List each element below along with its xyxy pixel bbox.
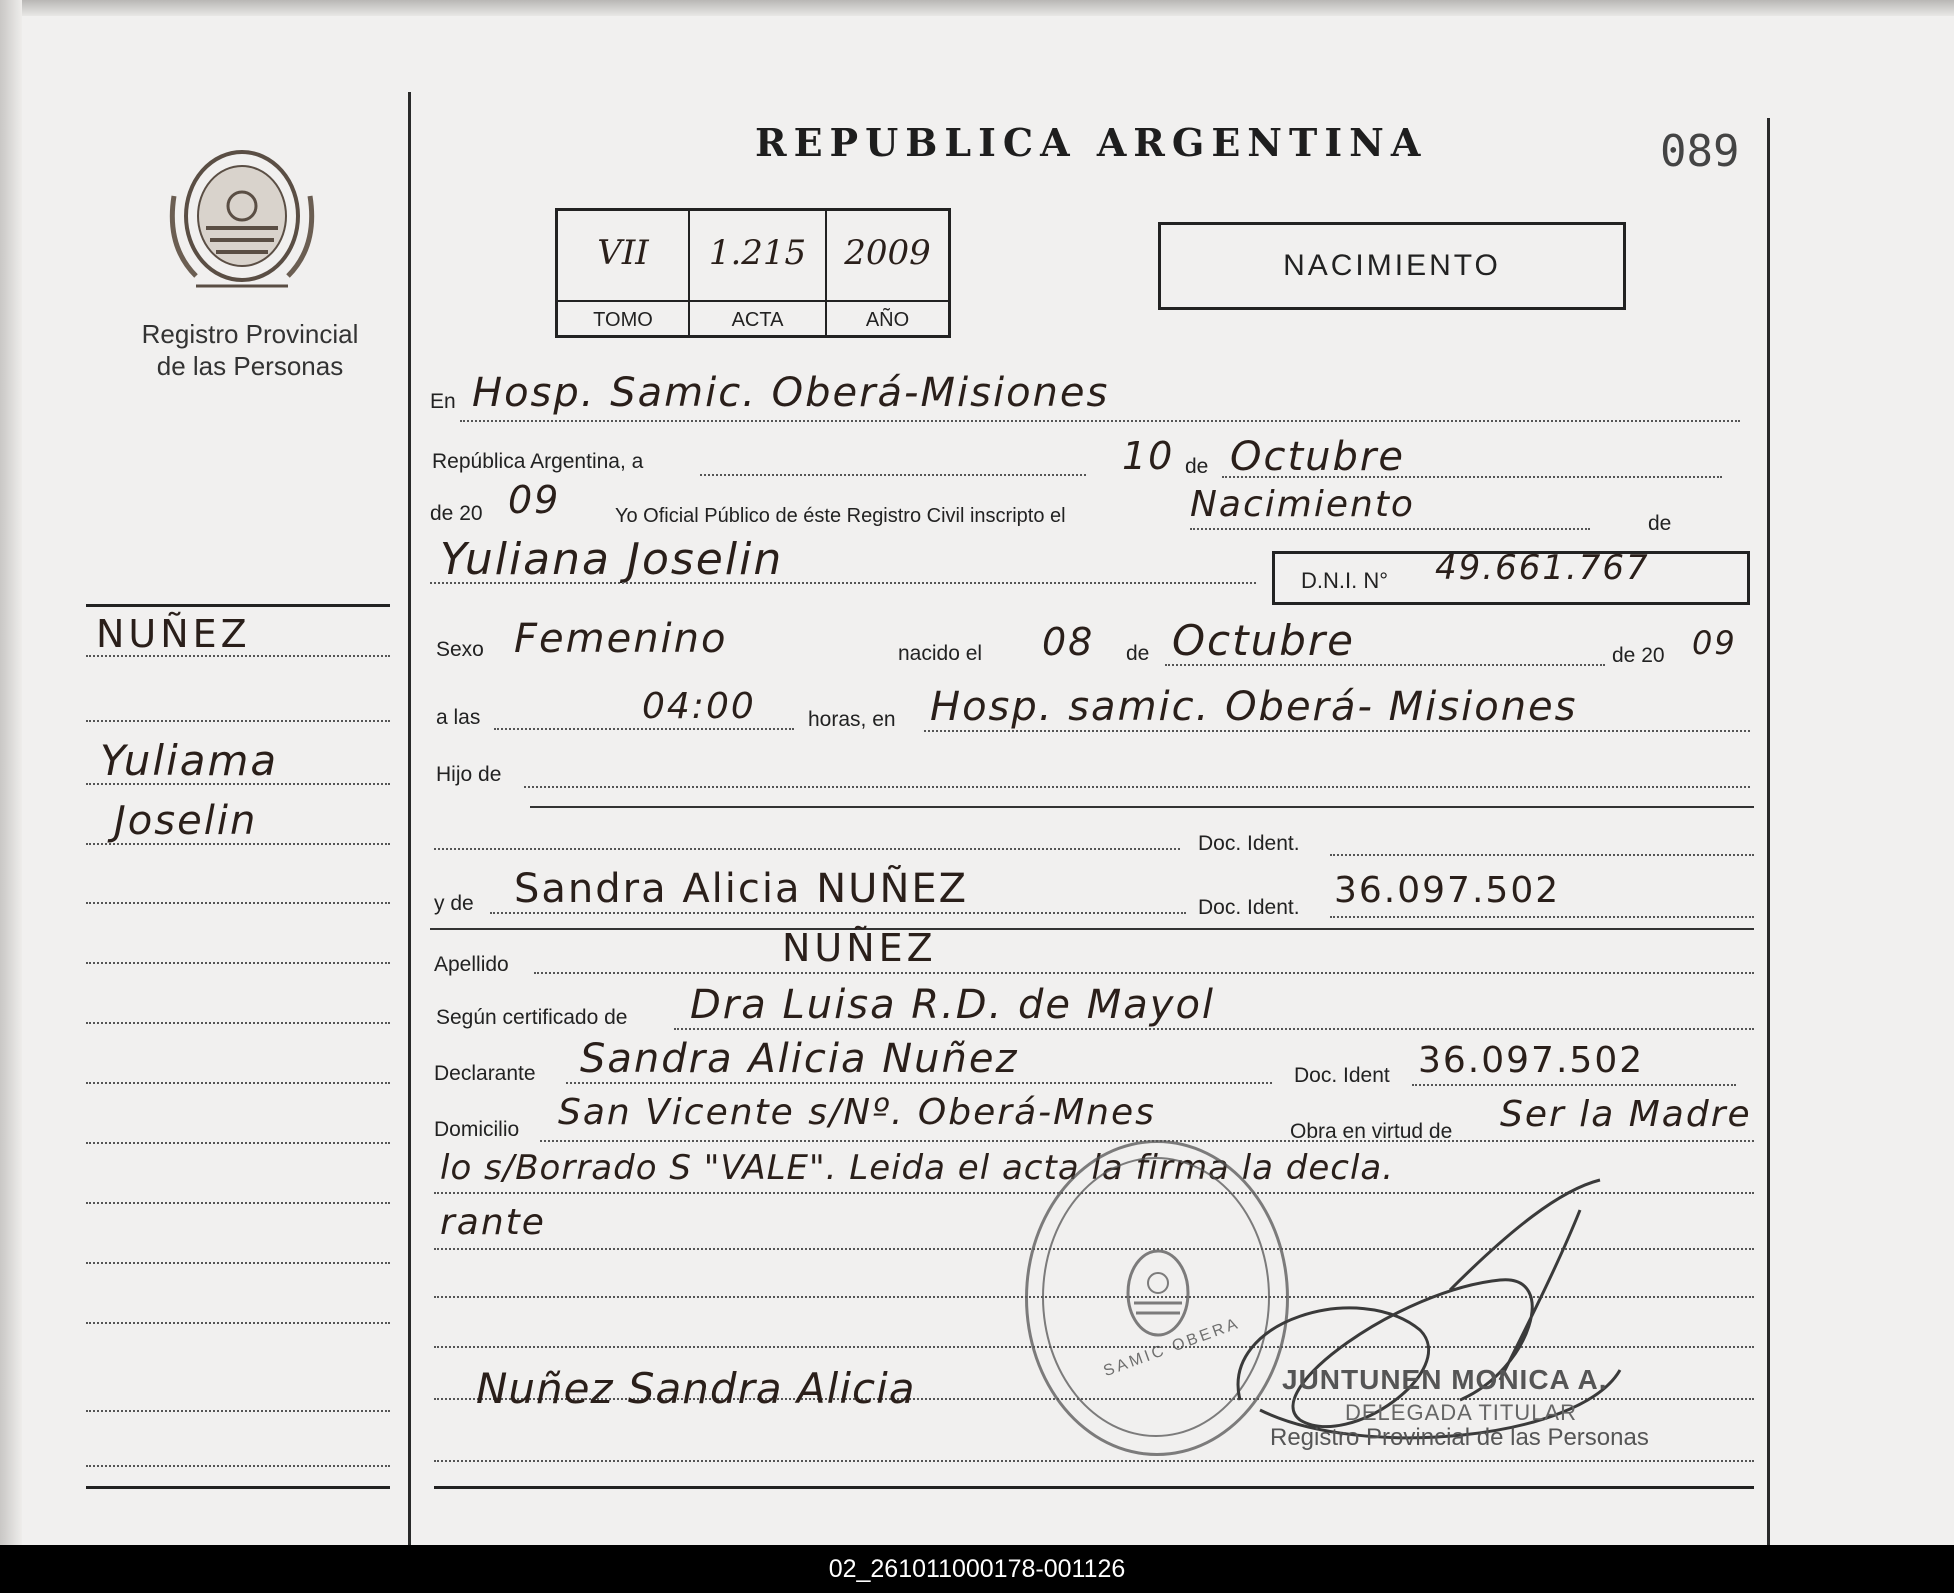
dotted-line bbox=[924, 730, 1750, 732]
dotted-line bbox=[674, 1028, 1754, 1030]
rule-line bbox=[430, 928, 1754, 930]
month-value: Octubre bbox=[1230, 434, 1405, 480]
document-title: REPUBLICA ARGENTINA bbox=[755, 120, 1428, 165]
margin-dotted-line bbox=[86, 902, 390, 904]
hijo-label: Hijo de bbox=[436, 763, 502, 786]
dotted-line bbox=[494, 728, 794, 730]
seal-inner-text: SAMIC OBERA bbox=[1101, 1314, 1243, 1381]
mother-name: Sandra Alicia NUÑEZ bbox=[514, 866, 969, 912]
segun-value: Dra Luisa R.D. de Mayol bbox=[690, 982, 1216, 1028]
dotted-line bbox=[524, 786, 1750, 788]
note-line-1: lo s/Borrado S "VALE". Leida el acta la firma la decla. bbox=[440, 1148, 1395, 1188]
dotted-line bbox=[1412, 1084, 1736, 1086]
image-code-footer: 02_261011000178-001126 bbox=[0, 1545, 1954, 1593]
declarante-doc: 36.097.502 bbox=[1418, 1040, 1645, 1081]
en-dotted-line bbox=[460, 420, 1740, 422]
anio-label: AÑO bbox=[827, 300, 948, 338]
de-label: de bbox=[1185, 455, 1209, 478]
dni-value: 49.661.767 bbox=[1435, 548, 1650, 588]
tomo-label: TOMO bbox=[558, 300, 688, 338]
declarant-signature: Nuñez Sandra Alicia bbox=[476, 1364, 916, 1413]
doc-ident-label-2: Doc. Ident. bbox=[1198, 896, 1300, 919]
tomo-value: VII bbox=[597, 233, 649, 273]
dotted-line bbox=[534, 972, 1754, 974]
dni-label: D.N.I. N° bbox=[1301, 568, 1389, 593]
margin-surname: NUÑEZ bbox=[96, 612, 251, 656]
segun-label: Según certificado de bbox=[436, 1006, 628, 1029]
dotted-line bbox=[1330, 854, 1754, 856]
margin-dotted-line bbox=[86, 962, 390, 964]
day-value: 10 bbox=[1122, 434, 1175, 478]
dotted-line bbox=[434, 848, 1180, 850]
declarante-value: Sandra Alicia Nuñez bbox=[580, 1036, 1019, 1082]
sexo-label: Sexo bbox=[436, 638, 484, 661]
margin-top-rule bbox=[86, 604, 390, 607]
margin-dotted-line bbox=[86, 1202, 390, 1204]
officer-stamp-organization: Registro Provincial de las Personas bbox=[1270, 1424, 1649, 1451]
apellido-value: NUÑEZ bbox=[782, 926, 937, 970]
dotted-line bbox=[566, 1082, 1272, 1084]
note-line-2: rante bbox=[440, 1202, 546, 1243]
republica-label: República Argentina, a bbox=[432, 450, 644, 473]
left-frame-line bbox=[408, 92, 411, 1545]
de20-label-2: de 20 bbox=[1612, 644, 1665, 667]
registry-box bbox=[555, 208, 951, 338]
acta-value: 1.215 bbox=[708, 233, 807, 273]
margin-dotted-line bbox=[86, 1082, 390, 1084]
en-label: En bbox=[430, 390, 456, 413]
page-top-shadow bbox=[0, 0, 1954, 16]
alas-label: a las bbox=[436, 706, 481, 729]
anio-value: 2009 bbox=[844, 233, 931, 273]
en-value: Hosp. Samic. Oberá-Misiones bbox=[472, 370, 1110, 416]
sexo-value: Femenino bbox=[514, 616, 728, 662]
tomo-cell bbox=[558, 211, 690, 338]
mother-doc: 36.097.502 bbox=[1334, 870, 1561, 911]
dotted-line bbox=[700, 474, 1086, 476]
margin-dotted-line bbox=[86, 1322, 390, 1324]
page-number: 089 bbox=[1660, 126, 1740, 177]
yde-label: y de bbox=[434, 892, 474, 915]
horas-label: horas, en bbox=[808, 708, 896, 731]
doc-ident-label-3: Doc. Ident bbox=[1294, 1064, 1390, 1087]
anio-cell bbox=[827, 211, 948, 338]
doc-ident-label: Doc. Ident. bbox=[1198, 832, 1300, 855]
apellido-label: Apellido bbox=[434, 953, 509, 976]
margin-second-name: Joselin bbox=[114, 798, 258, 844]
child-name: Yuliana Joselin bbox=[440, 534, 784, 585]
bottom-rule bbox=[434, 1486, 1754, 1489]
dotted-line bbox=[1222, 476, 1722, 478]
domicilio-value: San Vicente s/Nº. Oberá-Mnes bbox=[558, 1092, 1156, 1133]
de-label-2: de bbox=[1648, 512, 1672, 535]
organization-line-1: Registro Provincial bbox=[141, 319, 359, 349]
birth-month: Octubre bbox=[1172, 616, 1356, 665]
declarante-label: Declarante bbox=[434, 1062, 536, 1085]
seal-emblem-icon bbox=[1120, 1243, 1196, 1343]
provincial-seal-emblem bbox=[166, 136, 318, 294]
margin-first-name: Yuliama bbox=[100, 736, 279, 785]
right-frame-line bbox=[1767, 118, 1770, 1545]
nacido-label: nacido el bbox=[898, 642, 983, 665]
obra-label: Obra en virtud de bbox=[1290, 1120, 1453, 1143]
record-type-box: NACIMIENTO bbox=[1158, 222, 1626, 310]
dotted-line bbox=[1190, 528, 1590, 530]
birth-place: Hosp. samic. Oberá- Misiones bbox=[930, 684, 1578, 730]
dotted-line bbox=[1330, 916, 1754, 918]
margin-dotted-line bbox=[86, 1022, 390, 1024]
de20-label: de 20 bbox=[430, 502, 483, 525]
margin-dotted-line bbox=[86, 1142, 390, 1144]
dni-box bbox=[1272, 548, 1750, 605]
organization-line-2: de las Personas bbox=[156, 351, 344, 381]
birth-time: 04:00 bbox=[642, 686, 756, 727]
dotted-line bbox=[430, 582, 1256, 584]
de-label-3: de bbox=[1126, 642, 1150, 665]
obra-value: Ser la Madre bbox=[1500, 1094, 1752, 1135]
margin-dotted-line bbox=[86, 1465, 390, 1467]
margin-dotted-line bbox=[86, 1410, 390, 1412]
rule-line bbox=[530, 806, 1754, 808]
margin-dotted-line bbox=[86, 720, 390, 722]
inscripto-value: Nacimiento bbox=[1190, 484, 1415, 525]
year-suffix: 09 bbox=[508, 478, 561, 522]
oficial-label: Yo Oficial Público de éste Registro Civil inscripto el bbox=[615, 505, 1066, 527]
officer-stamp-role: DELEGADA TITULAR bbox=[1345, 1400, 1577, 1425]
birth-day: 08 bbox=[1042, 620, 1095, 664]
dotted-line bbox=[490, 912, 1186, 914]
margin-dotted-line bbox=[86, 1262, 390, 1264]
organization-name bbox=[110, 318, 390, 382]
birth-year-suffix: 09 bbox=[1692, 624, 1737, 662]
page-left-shadow bbox=[0, 0, 22, 1545]
domicilio-label: Domicilio bbox=[434, 1118, 520, 1141]
acta-label: ACTA bbox=[690, 300, 825, 338]
officer-stamp-name: JUNTUNEN MONICA A. bbox=[1282, 1364, 1608, 1395]
margin-bottom-rule bbox=[86, 1486, 390, 1489]
dotted-line bbox=[1165, 664, 1605, 666]
acta-cell bbox=[690, 211, 827, 338]
